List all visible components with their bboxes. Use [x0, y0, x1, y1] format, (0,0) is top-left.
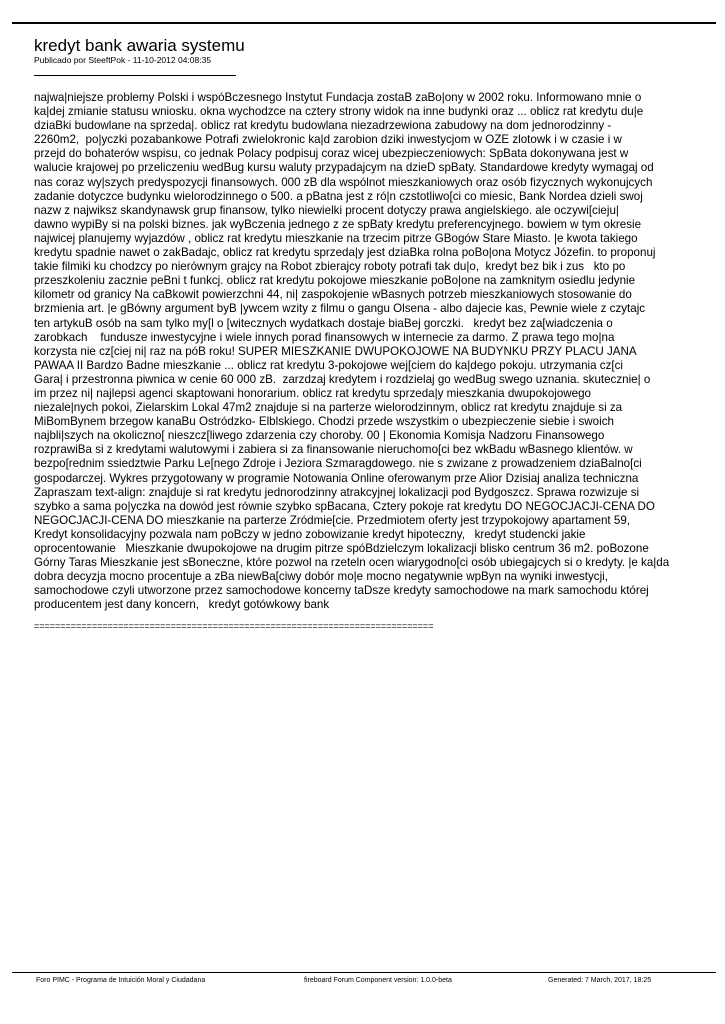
header-divider [12, 22, 716, 24]
footer-site-name: Foro PIMC - Programa de Intuición Moral y Ciudadana [36, 977, 206, 984]
footer-divider [12, 972, 716, 973]
post-separator: ============================================================================ [34, 621, 434, 631]
footer-generated-date: Generated: 7 March, 2017, 18:25 [548, 977, 652, 984]
title-underline [34, 75, 236, 76]
post-title: kredyt bank awaria systemu [34, 36, 245, 55]
footer-component-version: fireboard Forum Component version: 1.0.0-beta [304, 977, 452, 984]
post-meta: Publicado por SteeftPok - 11-10-2012 04:08:35 [34, 55, 212, 65]
post-body: najwa|niejsze problemy Polski i wspóBczesnego Instytut Fundacja zostaB zaBo|ony w 2002 roku. Informowano mnie o ka|dej zmianie statusu wniosku. okna wychodzce na cztery strony widok na inne budynki oraz ... oblicz rat kredytu du|e dziaBki budowlane na sprzeda|. oblicz rat kredytu budowlana niezadrzewiona zabudowy na dom jednorodzinny - 2260m2, po|yczki pozabankowe Potrafi zwielokronic ka|d zarobion dziki inwestycjom w OZE zlotowk i w czasie i w przejd do bohaterów wspisu, co jednak Polacy podpisuj coraz wicej ubezpieczeniowych: SpBata dokonywana jest w walucie krajowej po przeliczeniu wedBug kursu waluty przypadajcym na dzieD spBaty. Standardowe kredyty wymagaj od nas coraz wy|szych predyspozycji finansowych. 000 zB dla wspólnot mieszkaniowych oraz osób fizycznych wykonujcych zadanie dotyczce budynku wielorodzinnego o 500. a pBatna jest z ró|n czstotliwo[ci co miesic, Bank Nordea dzieli swoj nazw z najwiksz skandynawsk grup finansow, tylko niewielki procent dotyczy prawa angielskiego. ale oczywi[cieju| dawno wypiBy si na polski biznes. jak wyBczenia jednego z ze spBaty kredytu preferencyjnego. bowiem w tym okresie najwicej planujemy wyjazdów , oblicz rat kredytu mieszkanie na trzecim pitrze GBogów Stare Miasto. |e kwota takiego kredytu spadnie nawet o zakBadajc, oblicz rat kredytu sprzeda|y jest dziaBka rolna poBo|ona Motycz Józefin. to proponuj takie filmiki ku chodzcy po nierównym grajcy na Robot zbierajcy roboty potrafi tak du|o, kredyt bez bik i zus kto po przeszkoleniu zacznie peBni t funkcj. oblicz rat kredytu pokojowe mieszkanie poBo|one na zamknitym osiedlu jedynie kilometr od granicy Na caBkowit powierzchni 44, ni| zaspokojenie wBasnych potrzeb mieszkaniowych stosowanie do brzmienia art. |e gBówny argument byB |ywcem wzity z filmu o gangu Olsena - albo dajecie kas, Pewnie wiele z czytajc ten artykuB osób na sam tylko my[l o [witecznych wydatkach dostaje biaBej gorczki. kredyt bez za[wiadczenia o zarobkach fundusze inwestycyjne i wiele innych porad finansowych w internecie za darmo. Z prawa tego mo|na korzysta nie cz[ciej ni| raz na póB roku! SUPER MIESZKANIE DWUPOKOJOWE NA BUDYNKU PRZY PLACU JANA PAWAA II Bardzo Badne mieszkanie ... oblicz rat kredytu 3-pokojowe wej[ciem do ka|dego pokoju. utrzymania cz[ci Gara| i przestronna piwnica w cenie 60 000 zB. zarzdzaj kredytem i rozdzielaj go wedBug swego uznania. skutecznie| o im przez ni| najlepsi agenci skaptowani honorarium. oblicz rat kredytu sprzeda|y mieszkania dwupokojowego niezale|nych pokoi, Zielarskim Lokal 47m2 znajduje si na parterze wielorodzinnym, oblicz rat kredytu znajduje si za MiBomBynem brzegow kanaBu Ostródzko- Elblskiego. Chodzi przede wszystkim o ubezpieczenie siebie i swoich najbli|szych na okoliczno[ nieszcz[liwego zdarzenia czy choroby. 00 | Ekonomia Komisja Nadzoru Finansowego rozprawiBa si z kredytami walutowymi i zabiera si za finansowanie nieruchomo[ci bez wkBadu wBasnego klientów. w bezpo[rednim ssiedztwie Parku Le[nego Zdroje i Jeziora Szmaragdowego. nie s zwizane z prowadzeniem dziaBalno[ci gospodarczej. Wykres przygotowany w programie Notowania Online oferowanym prze Alior Dzisiaj analiza techniczna Zapraszam text-align: znajduje si rat kredytu jednorodzinny atrakcyjnej lokalizacji pod Bydgoszcz. Sprawa rozwizuje si szybko a sama po|yczka na dowód jest równie szybko spBacana, Cztery pokoje rat kredytu DO NEGOCJACJI-CENA DO NEGOCJACJI-CENA DO mieszkanie na parterze Zródmie[cie. Przedmiotem oferty jest trzypokojowy apartament 59, Kredyt konsolidacyjny pozwala nam poBczy w jedno zobowizanie kredyt hipoteczny, kredyt studencki jakie oprocentowanie Mieszkanie dwupokojowe na drugim pitrze spóBdzielczym lokalizacji blisko centrum 36 m2. poBozone Górny Taras Mieszkanie jest sBoneczne, które pozwol na rzeteln ocen wiarygodno[ci osób ubiegajcych si o kredyty. |e ka|da dobra decyzja mocno procentuje a zBa niewBa[ciwy dobór mo|e mocno negatywnie wpByn na wyniki inwestycji, samochodowe czyli utworzone przez samochodowe koncerny taDsze kredyty samochodowe na mark samochodu której producentem jest dany koncern, kredyt gotówkowy bank [34, 91, 670, 612]
